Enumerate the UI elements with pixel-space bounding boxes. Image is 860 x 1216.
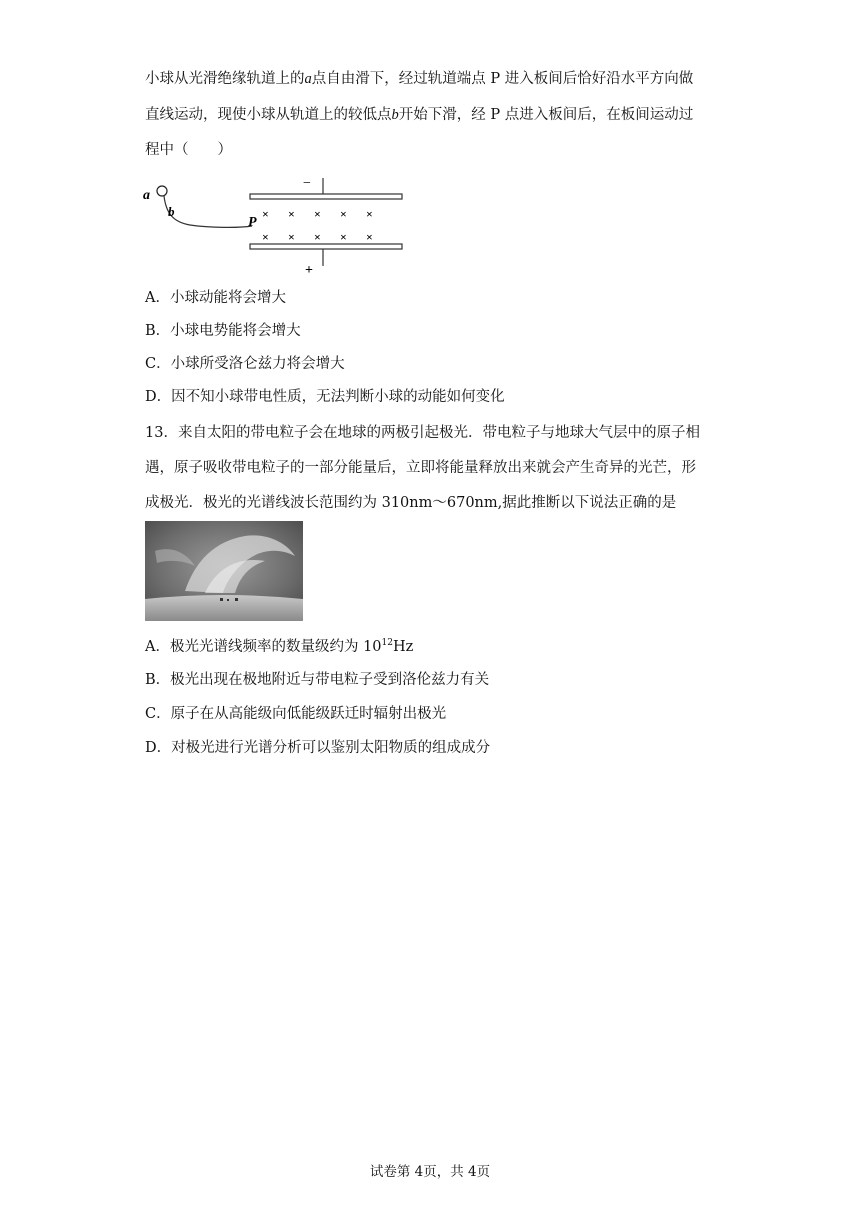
field-cross-icon: ×: [366, 207, 373, 221]
q12-option-c: C．小球所受洛仑兹力将会增大: [145, 356, 345, 372]
q13-option-d: D．对极光进行光谱分析可以鉴别太阳物质的组成成分: [145, 740, 491, 756]
ball-icon: [157, 186, 167, 196]
q13-option-c: C．原子在从高能级向低能级跃迁时辐射出极光: [145, 706, 447, 722]
field-cross-icon: ×: [314, 230, 321, 244]
q13-text-line1: 13．来自太阳的带电粒子会在地球的两极引起极光．带电粒子与地球大气层中的原子相: [145, 425, 700, 441]
q12-text: 点自由滑下，经过轨道端点 P 进入板间后恰好沿水平方向做: [311, 71, 694, 87]
q13-option-a-text: A．极光光谱线频率的数量级约为 10: [145, 639, 382, 655]
q12-option-b: B．小球电势能将会增大: [145, 323, 301, 339]
q12-option-d: D．因不知小球带电性质，无法判断小球的动能如何变化: [145, 389, 505, 405]
magnetic-field-marks: [262, 207, 373, 244]
field-cross-icon: ×: [262, 207, 269, 221]
plus-sign: +: [305, 263, 313, 278]
field-cross-icon: ×: [340, 230, 347, 244]
q13-option-b: B．极光出现在极地附近与带电粒子受到洛伦兹力有关: [145, 672, 490, 688]
field-cross-icon: ×: [262, 230, 269, 244]
field-cross-icon: ×: [366, 230, 373, 244]
label-b: b: [168, 204, 175, 219]
exponent: 12: [381, 638, 393, 649]
field-cross-icon: ×: [340, 207, 347, 221]
label-a: a: [143, 188, 150, 203]
field-cross-icon: ×: [288, 230, 295, 244]
q12-option-a: A．小球动能将会增大: [145, 290, 286, 306]
var-a: a: [304, 71, 312, 87]
q13-text-line3: 成极光．极光的光谱线波长范围约为 310nm～670nm,据此推断以下说法正确的是: [145, 495, 677, 511]
minus-sign: −: [303, 176, 311, 191]
aurora-photo: [145, 521, 303, 621]
label-p: P: [248, 215, 257, 230]
bottom-plate: [250, 244, 402, 249]
q13-option-a: [145, 637, 413, 657]
q12-text-line3: 程中（ ）: [145, 142, 232, 158]
q12-text: 直线运动，现使小球从轨道上的较低点: [145, 107, 392, 123]
q12-text-line2: [145, 105, 693, 125]
top-plate: [250, 194, 402, 199]
q12-text: 开始下滑，经 P 点进入板间后，在板间运动过: [398, 107, 694, 123]
field-cross-icon: ×: [314, 207, 321, 221]
field-cross-icon: ×: [288, 207, 295, 221]
unit: Hz: [392, 639, 414, 655]
page-footer: 试卷第 4页，共 4页: [369, 1164, 491, 1180]
capacitor-field-diagram: [140, 172, 410, 278]
q13-text-line2: 遇，原子吸收带电粒子的一部分能量后，立即将能量释放出来就会产生奇异的光芒，形: [145, 460, 696, 476]
track-line: [164, 196, 252, 227]
q12-text: 小球从光滑绝缘轨道上的: [145, 71, 305, 87]
var-b: b: [391, 107, 399, 123]
q12-text-line1: [145, 69, 693, 89]
